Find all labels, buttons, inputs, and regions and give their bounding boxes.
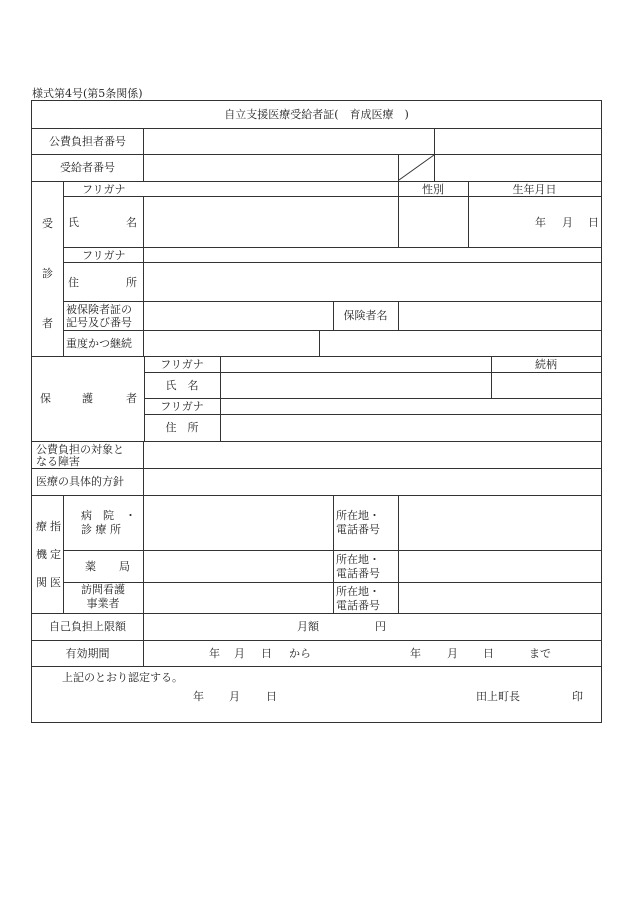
rule: [144, 414, 601, 415]
hospital-location-label: 所在地・: [336, 509, 380, 522]
patient-name-label: 氏: [68, 216, 79, 229]
side-char: 指: [50, 520, 61, 533]
public-burden-number-label: 公費負担者番号: [49, 135, 126, 148]
rule: [143, 128, 144, 181]
treatment-policy-label: 医療の具体的方針: [36, 475, 124, 488]
form-caption: 様式第4号(第5条関係): [32, 87, 143, 100]
gender-label: 性別: [422, 183, 444, 196]
nursing-location-label: 電話番号: [336, 599, 380, 612]
relationship-label: 続柄: [535, 358, 557, 371]
guardian-address-label: 住 所: [165, 421, 199, 434]
side-char: 関: [36, 576, 47, 589]
rule: [32, 666, 601, 667]
nursing-location-label: 所在地・: [336, 585, 380, 598]
limit-yen: 円: [375, 620, 386, 633]
guardian-name-label: 氏 名: [165, 379, 199, 392]
seal-mark: 印: [572, 690, 583, 703]
hospital-location-label: 電話番号: [336, 523, 380, 536]
side-char: 受: [42, 217, 53, 230]
guardian-label: 保: [40, 392, 51, 405]
rule: [32, 181, 601, 182]
certification-day: 日: [266, 690, 277, 703]
recipient-number-label: 受給者番号: [60, 161, 115, 174]
rule: [32, 495, 601, 496]
validity-to-month: 月: [447, 647, 458, 660]
rule: [63, 181, 64, 356]
rule: [220, 356, 221, 441]
rule: [32, 613, 601, 614]
validity-from: から: [289, 647, 311, 660]
disability-label: なる障害: [36, 455, 80, 468]
side-char: 定: [50, 548, 61, 561]
certification-text: 上記のとおり認定する。: [62, 671, 183, 684]
insurance-label: 被保険者証の: [66, 303, 132, 316]
rule: [333, 495, 334, 613]
validity-until: まで: [529, 647, 551, 660]
certificate-form: [31, 100, 602, 723]
patient-furigana-label: フリガナ: [82, 183, 126, 196]
disability-label: 公費負担の対象と: [36, 443, 124, 456]
insurance-label: 記号及び番号: [66, 316, 132, 329]
rule: [32, 441, 601, 442]
side-char: 診: [42, 267, 53, 280]
institution-side-label-right: [48, 518, 63, 590]
guardian-label: 護: [82, 392, 93, 405]
nursing-label: 事業者: [86, 597, 120, 610]
rule: [398, 301, 399, 330]
rule: [143, 613, 144, 666]
slash-mark: [398, 154, 435, 181]
patient-furigana2-label: フリガナ: [82, 249, 126, 262]
pharmacy-label: 局: [119, 560, 130, 573]
form-title: 自立支援医療受給者証( 育成医療 ): [224, 108, 409, 121]
hospital-label: 病 院 ・: [81, 509, 136, 522]
rule: [143, 441, 144, 495]
hospital-label: 診 療 所: [81, 523, 121, 536]
rule: [144, 372, 601, 373]
institution-side-label-left: [34, 518, 49, 590]
side-char: 者: [42, 317, 53, 330]
side-char: 医: [50, 576, 61, 589]
guardian-label: 者: [126, 392, 137, 405]
nursing-label: 訪問看護: [81, 583, 125, 596]
rule: [143, 196, 144, 356]
rule: [32, 468, 601, 469]
patient-side-label: [32, 215, 63, 331]
rule: [32, 154, 601, 155]
severe-continuous-label: 重度かつ継続: [66, 337, 132, 350]
validity-from-year: 年: [209, 647, 220, 660]
patient-name-label: 名: [126, 216, 137, 229]
guardian-furigana2-label: フリガナ: [160, 400, 204, 413]
insurer-name-label: 保険者名: [343, 309, 388, 322]
patient-address-label: 所: [126, 276, 137, 289]
birthdate-label: 生年月日: [512, 183, 557, 196]
certification-year: 年: [193, 690, 204, 703]
rule: [319, 330, 320, 356]
birth-day: 日: [588, 216, 599, 229]
pharmacy-location-label: 所在地・: [336, 553, 380, 566]
pharmacy-location-label: 電話番号: [336, 567, 380, 580]
birth-month: 月: [562, 216, 573, 229]
side-char: 機: [36, 548, 47, 561]
pharmacy-label: 薬: [85, 560, 96, 573]
validity-to-day: 日: [483, 647, 494, 660]
rule: [144, 398, 601, 399]
birth-year: 年: [535, 216, 546, 229]
limit-monthly: 月額: [297, 620, 319, 633]
rule: [143, 495, 144, 613]
limit-label: 自己負担上限額: [49, 620, 126, 633]
certification-month: 月: [229, 690, 240, 703]
rule: [32, 640, 601, 641]
validity-from-month: 月: [234, 647, 245, 660]
rule: [32, 356, 601, 357]
validity-from-day: 日: [261, 647, 272, 660]
guardian-furigana-label: フリガナ: [160, 358, 204, 371]
rule: [398, 495, 399, 613]
side-char: 療: [36, 520, 47, 533]
validity-label: 有効期間: [65, 647, 110, 660]
rule: [32, 128, 601, 129]
validity-to-year: 年: [410, 647, 421, 660]
patient-address-label: 住: [68, 276, 79, 289]
issuer-name: 田上町長: [476, 690, 520, 703]
